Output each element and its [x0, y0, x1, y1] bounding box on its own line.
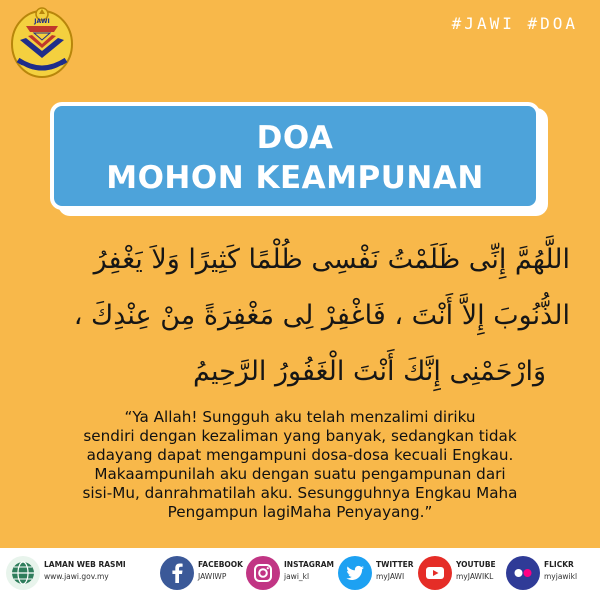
translation-line-4: Makaampunilah aku dengan suatu pengampunan dari — [94, 465, 506, 483]
arabic-prayer — [40, 232, 570, 400]
arabic-line-1: اللَّهُمَّ إِنِّى ظَلَمْتُ نَفْسِى ظُلْمًا كَثِيرًا وَلاَ يَغْفِرُ — [93, 244, 570, 275]
translation-text — [40, 408, 560, 522]
flickr-icon — [506, 556, 540, 590]
social-website-value: www.jawi.gov.my — [44, 572, 109, 581]
translation-line-2: sendiri dengan kezaliman yang banyak, sedangkan tidak — [83, 427, 517, 445]
facebook-icon — [160, 556, 194, 590]
social-facebook-value: JAWIWP — [198, 572, 227, 581]
social-footer — [0, 548, 600, 600]
title-box — [50, 102, 540, 210]
arabic-line-2: الذُّنُوبَ إِلاَّ أَنْتَ ، فَاغْفِرْ لِى مَغْفِرَةً مِنْ عِنْدِكَ ، — [73, 300, 570, 331]
jawi-logo — [8, 6, 76, 80]
title-line-2: MOHON KEAMPUNAN — [106, 160, 484, 196]
social-instagram-label: INSTAGRAM — [284, 560, 335, 569]
logo-text: JAWI — [34, 18, 50, 25]
translation-line-3: adayang dapat mengampuni dosa-dosa kecuali Engkau. — [86, 446, 514, 464]
translation-line-6: Pengampun lagiMaha Penyayang.” — [167, 503, 433, 521]
social-flickr-value: myjawikl — [544, 572, 578, 581]
social-instagram-value: jawi_kl — [284, 572, 310, 581]
twitter-icon — [338, 556, 372, 590]
hashtags: #JAWI #DOA — [451, 14, 578, 33]
translation-line-5: sisi-Mu, danrahmatilah aku. Sesungguhnya Engkau Maha — [82, 484, 518, 502]
social-flickr-label: FLICKR — [544, 560, 574, 569]
arabic-line-3: وَارْحَمْنِى إِنَّكَ أَنْتَ الْغَفُورُ الرَّحِيمُ — [193, 356, 546, 387]
social-twitter-value: myJAWI — [376, 572, 405, 581]
title-line-1: DOA — [256, 120, 334, 156]
translation-line-1: “Ya Allah! Sungguh aku telah menzalimi diriku — [124, 408, 476, 426]
social-youtube-value: myJAWIKL — [456, 572, 494, 581]
social-facebook-label: FACEBOOK — [198, 560, 243, 569]
social-website-label: LAMAN WEB RASMI — [44, 560, 126, 569]
youtube-icon — [418, 556, 452, 590]
social-twitter-label: TWITTER — [376, 560, 414, 569]
globe-icon — [6, 556, 40, 590]
instagram-icon — [246, 556, 280, 590]
social-youtube-label: YOUTUBE — [456, 560, 496, 569]
